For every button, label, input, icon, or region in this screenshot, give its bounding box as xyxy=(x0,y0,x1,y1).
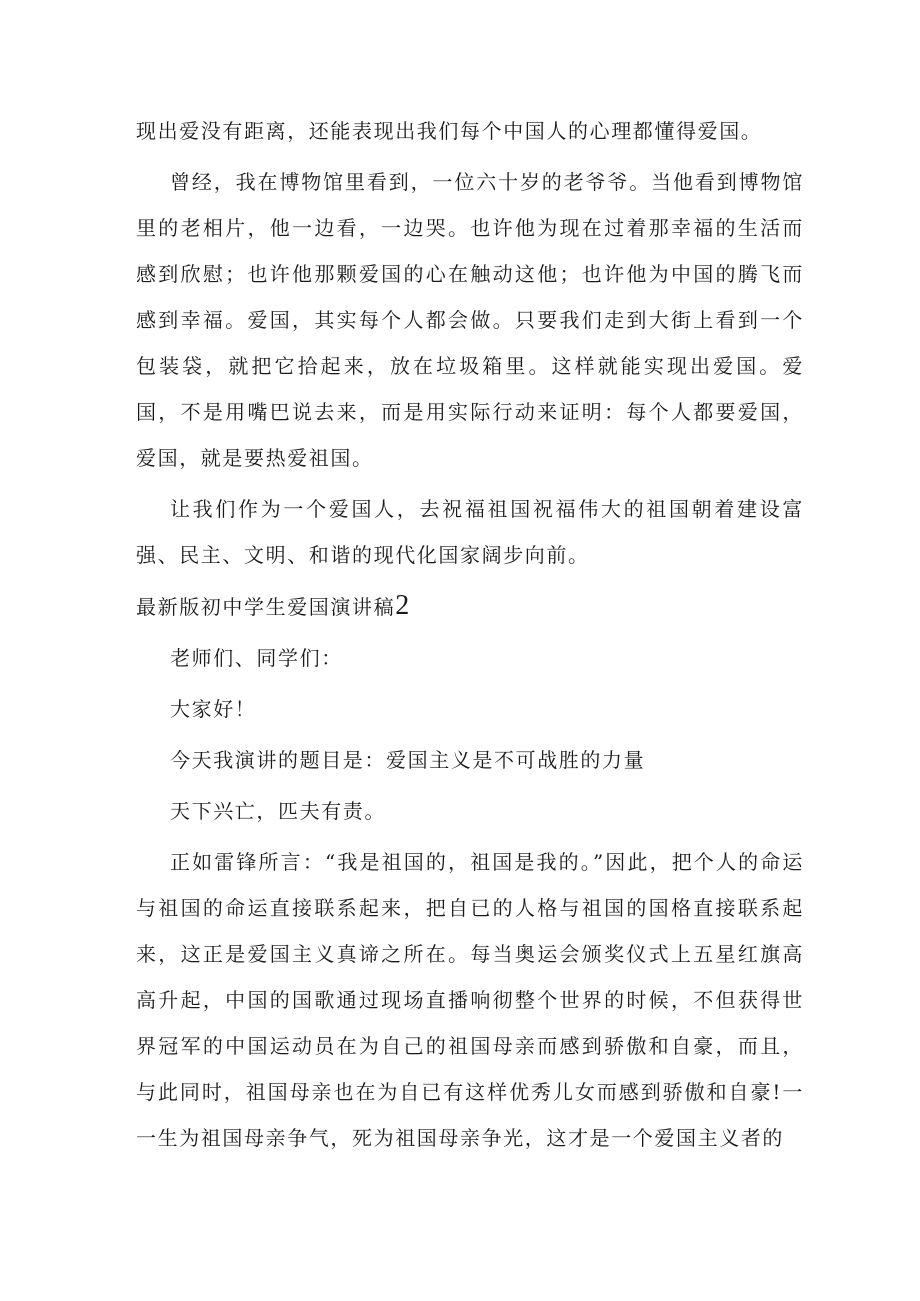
document-body xyxy=(136,108,804,1166)
paragraph-lei-feng: 正如雷锋所言：“我是祖国的，祖国是我的。”因此，把个人的命运与祖国的命运直接联系起来，把自已的人格与祖国的国格直接联系起来，这正是爱国主义真谛之所在。每当奥运会颁奖仪式上五星红旗高高升起，中国的国歌通过现场直播响彻整个世界的时候，不但获得世界冠军的中国运动员在为自己的祖国母亲而感到骄傲和自豪，而且，与此同时，祖国母亲也在为自已有这样优秀儿女而感到骄傲和自豪!一一生为祖国母亲争气，死为祖国母亲争光，这才是一个爱国主义者的 xyxy=(136,850,804,1150)
salutation: 老师们、同学们： xyxy=(170,646,343,670)
paragraph-blessing: 让我们作为一个爱国人，去祝福祖国祝福伟大的祖国朝着建设富强、民主、文明、和谐的现代化国家阔步向前。 xyxy=(136,497,804,567)
section-heading-number: 2 xyxy=(395,590,410,621)
proverb-line: 天下兴亡，匹夫有责。 xyxy=(170,799,386,823)
paragraph-museum-story: 曾经，我在博物馆里看到，一位六十岁的老爷爷。当他看到博物馆里的老相片，他一边看，一边哭。也许他为现在过着那幸福的生活而感到欣慰；也许他那颗爱国的心在触动这他；也许他为中国的腾飞而感到幸福。爱国，其实每个人都会做。只要我们走到大街上看到一个包装袋，就把它拾起来，放在垃圾箱里。这样就能实现出爱国。爱国，不是用嘴巴说去来，而是用实际行动来证明：每个人都要爱国，爱国，就是要热爱祖国。 xyxy=(136,170,804,470)
greeting: 大家好！ xyxy=(170,697,257,721)
speech-topic: 今天我演讲的题目是：爱国主义是不可战胜的力量 xyxy=(170,748,646,772)
section-heading xyxy=(136,583,804,630)
paragraph-continuation: 现出爱没有距离，还能表现出我们每个中国人的心理都懂得爱国。 xyxy=(136,119,763,143)
section-heading-text: 最新版初中学生爱国演讲稿 xyxy=(136,595,396,619)
